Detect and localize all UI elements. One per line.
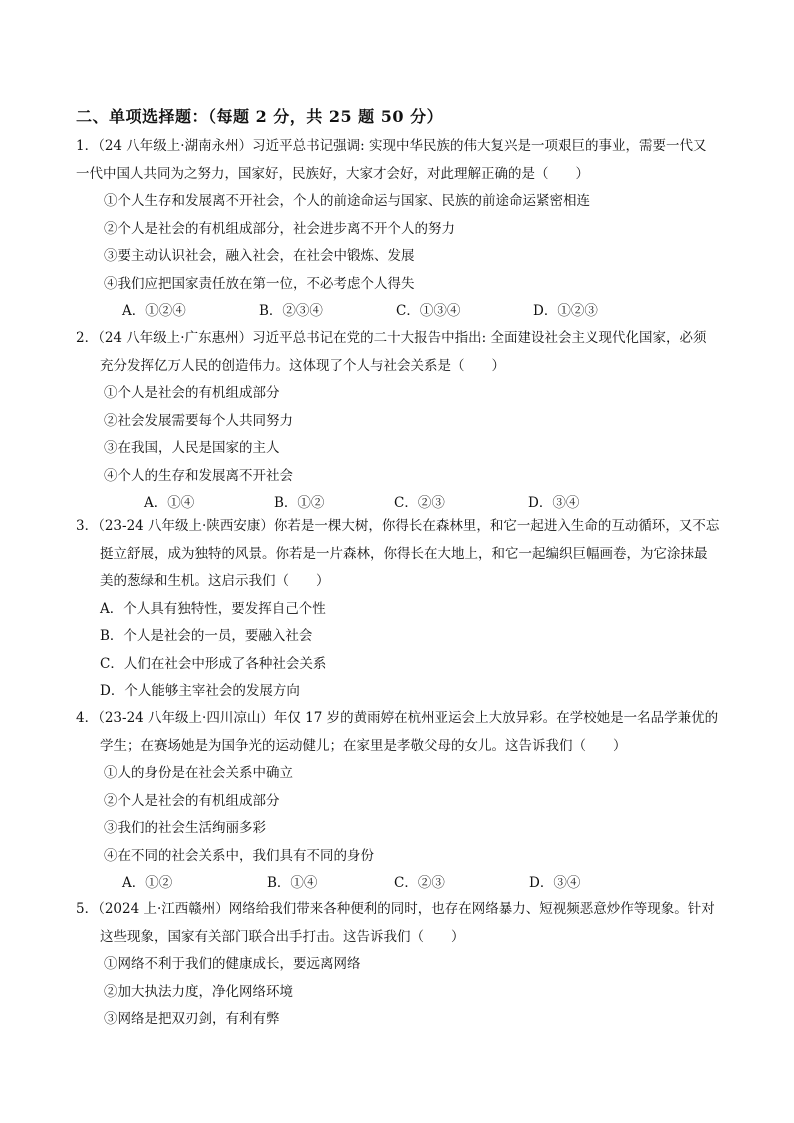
statement: ①个人生存和发展离不开社会，个人的前途命运与国家、民族的前途命运紧密相连 (104, 193, 590, 209)
stem-line: 1．（24 八年级上·湖南永州）习近平总书记强调: 实现中华民族的伟大复兴是一项艰巨的事业，需要一代又 (76, 138, 707, 154)
question-2 (76, 325, 726, 518)
option-d[interactable]: D．个人能够主宰社会的发展方向 (100, 683, 300, 699)
stem-line: 4．（23-24 八年级上·四川凉山）年仅 17 岁的黄雨婷在杭州亚运会上大放异彩。在学校她是一名品学兼优的 (76, 710, 719, 726)
choice-c[interactable]: C．①③④ (396, 303, 461, 319)
choice-b[interactable]: B．②③④ (259, 303, 323, 319)
choice-b[interactable]: B．①② (274, 495, 325, 511)
stem-line: 2．（24 八年级上·广东惠州）习近平总书记在党的二十大报告中指出: 全面建设社会主义现代化国家，必须 (76, 330, 707, 346)
stem-line: 充分发挥亿万人民的创造伟力。这体现了个人与社会关系是（ ） (100, 357, 505, 374)
stem-line: 一代中国人共同为之努力，国家好，民族好，大家才会好，对此理解正确的是（ ） (76, 165, 589, 182)
section-title: 二、单项选择题：（每题 2 分，共 25 题 50 分） (76, 107, 444, 126)
choice-a[interactable]: A．①② (122, 875, 173, 891)
statement: ①个人是社会的有机组成部分 (104, 385, 280, 401)
statement: ③我们的社会生活绚丽多彩 (104, 820, 266, 836)
choice-c[interactable]: C．②③ (394, 875, 445, 891)
question-1 (76, 133, 726, 326)
question-stem (76, 896, 726, 951)
stem-line: 5．（2024 上·江西赣州）网络给我们带来各种便利的同时，也存在网络暴力、短视频恶意炒作等现象。针对 (76, 901, 715, 917)
statement: ④我们应把国家责任放在第一位，不必考虑个人得失 (104, 275, 415, 292)
statement: ②个人是社会的有机组成部分，社会进步离不开个人的努力 (104, 220, 455, 237)
question-3 (76, 513, 726, 706)
stem-line: 挺立舒展，成为独特的风景。你若是一片森林，你得长在大地上，和它一起编织巨幅画卷，为它涂抹最 (100, 545, 708, 562)
option-b[interactable]: B．个人是社会的一员，要融入社会 (100, 628, 313, 644)
statement: ①网络不利于我们的健康成长，要远离网络 (104, 956, 361, 972)
statement: ②社会发展需要每个人共同努力 (104, 412, 293, 429)
question-4 (76, 705, 726, 898)
choice-d[interactable]: D．①②③ (533, 303, 598, 319)
question-stem (76, 133, 726, 188)
question-stem (76, 325, 726, 380)
answer-choices (76, 298, 726, 326)
statement: ③网络是把双刃剑，有利有弊 (104, 1011, 280, 1027)
question-5 (76, 896, 726, 1034)
choice-a[interactable]: A．①②④ (122, 303, 186, 319)
statement: ②加大执法力度，净化网络环境 (104, 983, 293, 1000)
option-a[interactable]: A．个人具有独特性，要发挥自己个性 (100, 600, 326, 617)
stem-line: 学生；在赛场她是为国争光的运动健儿；在家里是孝敬父母的女儿。这告诉我们（ ） (100, 737, 627, 754)
stem-line: 这些现象，国家有关部门联合出手打击。这告诉我们（ ） (100, 928, 465, 945)
choice-d[interactable]: D．③④ (529, 875, 581, 891)
choice-c[interactable]: C．②③ (394, 495, 445, 511)
statement: ③在我国，人民是国家的主人 (104, 440, 280, 456)
choice-b[interactable]: B．①④ (267, 875, 318, 891)
statement: ④在不同的社会关系中，我们具有不同的身份 (104, 847, 374, 864)
question-stem (76, 705, 726, 760)
statement: ③要主动认识社会，融入社会，在社会中锻炼、发展 (104, 248, 415, 264)
option-c[interactable]: C．人们在社会中形成了各种社会关系 (100, 655, 327, 672)
question-stem (76, 513, 726, 596)
statement: ④个人的生存和发展离不开社会 (104, 467, 293, 484)
stem-line: 美的葱绿和生机。这启示我们（ ） (100, 573, 330, 589)
statement: ①人的身份是在社会关系中确立 (104, 765, 293, 781)
choice-a[interactable]: A．①④ (144, 495, 195, 511)
choice-d[interactable]: D．③④ (528, 495, 580, 511)
stem-line: 3．（23-24 八年级上·陕西安康）你若是一棵大树，你得长在森林里，和它一起进入生命的互动循环，又不忘 (76, 518, 720, 534)
statement: ②个人是社会的有机组成部分 (104, 792, 280, 809)
answer-choices (76, 870, 726, 898)
